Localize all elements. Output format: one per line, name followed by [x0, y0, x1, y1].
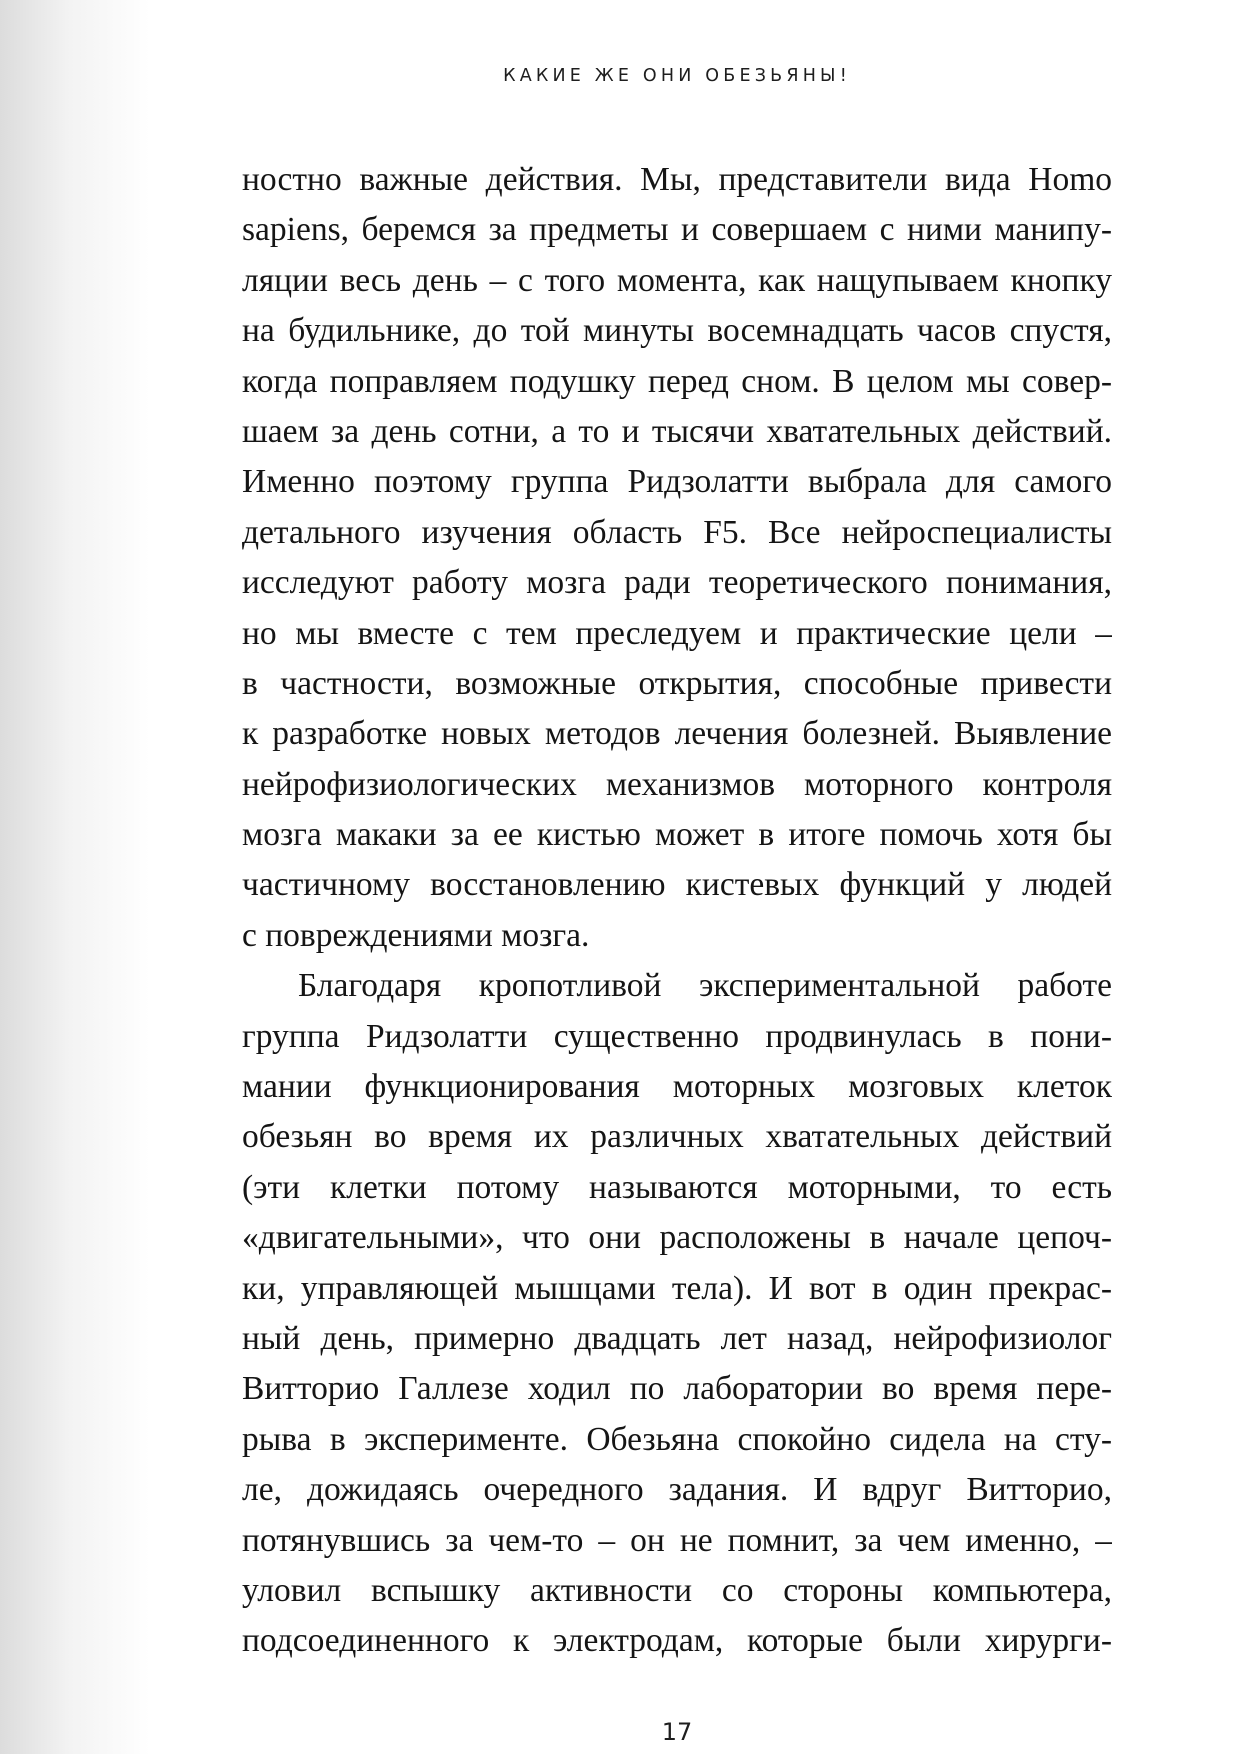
text-line: шаем за день сотни, а то и тысячи хватательных действий. [242, 412, 1112, 450]
text-line: частичному восстановлению кистевых функций у людей [242, 866, 1112, 904]
text-line: подсоединенного к электродам, которые были хирурги- [242, 1622, 1112, 1660]
text-line: ляции весь день – с того момента, как нащупываем кнопку [242, 261, 1112, 299]
text-line: ки, управляющей мышцами тела). И вот в один прекрас- [242, 1269, 1112, 1307]
text-line: Витторио Галлезе ходил по лаборатории во время пере- [242, 1370, 1112, 1408]
text-line: когда поправляем подушку перед сном. В целом мы совер- [242, 362, 1112, 400]
text-line: в частности, возможные открытия, способные привести [242, 664, 1112, 702]
text-line: потянувшись за чем-то – он не помнит, за чем именно, – [242, 1521, 1112, 1559]
text-line: с повреждениями мозга. [242, 916, 590, 954]
body-text [242, 155, 1112, 1667]
text-line: ле, дожидаясь очередного задания. И вдруг Витторио, [242, 1471, 1112, 1509]
text-line: рыва в эксперименте. Обезьяна спокойно сидела на сту- [242, 1420, 1112, 1458]
text-line: мозга макаки за ее кистью может в итоге помочь хотя бы [242, 816, 1112, 854]
text-line: ностно важные действия. Мы, представители вида Homo [242, 161, 1112, 198]
text-line: на будильнике, до той минуты восемнадцать часов спустя, [242, 312, 1112, 350]
text-line: Именно поэтому группа Ридзолатти выбрала для самого [242, 463, 1112, 501]
text-line: но мы вместе с тем преследуем и практические цели – [242, 614, 1112, 652]
book-page [242, 0, 1112, 1754]
text-line: исследуют работу мозга ради теоретического понимания, [242, 564, 1112, 602]
text-line: к разработке новых методов лечения болезней. Выявление [242, 715, 1112, 753]
text-line: обезьян во время их различных хватательных действий [242, 1118, 1112, 1156]
text-line: мании функционирования моторных мозговых клеток [242, 1068, 1112, 1106]
text-line: (эти клетки потому называются моторными, то есть [242, 1168, 1112, 1206]
page-number: 17 [661, 1718, 693, 1746]
text-line: «двигательными», что они расположены в начале цепоч- [242, 1219, 1112, 1257]
running-head: КАКИЕ ЖЕ ОНИ ОБЕЗЬЯНЫ! [503, 66, 851, 86]
text-line: Благодаря кропотливой экспериментальной работе [298, 967, 1112, 1005]
text-line: уловил вспышку активности со стороны компьютера, [242, 1571, 1112, 1609]
text-line: детального изучения область F5. Все нейроспециалисты [242, 513, 1112, 551]
paragraph-2 [242, 961, 1112, 1666]
text-line: ный день, примерно двадцать лет назад, нейрофизиолог [242, 1319, 1112, 1357]
text-line: нейрофизиологических механизмов моторного контроля [242, 765, 1112, 803]
text-line: группа Ридзолатти существенно продвинулась в пони- [242, 1017, 1112, 1055]
page-gutter-shadow [0, 0, 150, 1754]
paragraph-1 [242, 155, 1112, 961]
text-line: sapiens, беремся за предметы и совершаем с ними манипу- [242, 211, 1112, 249]
